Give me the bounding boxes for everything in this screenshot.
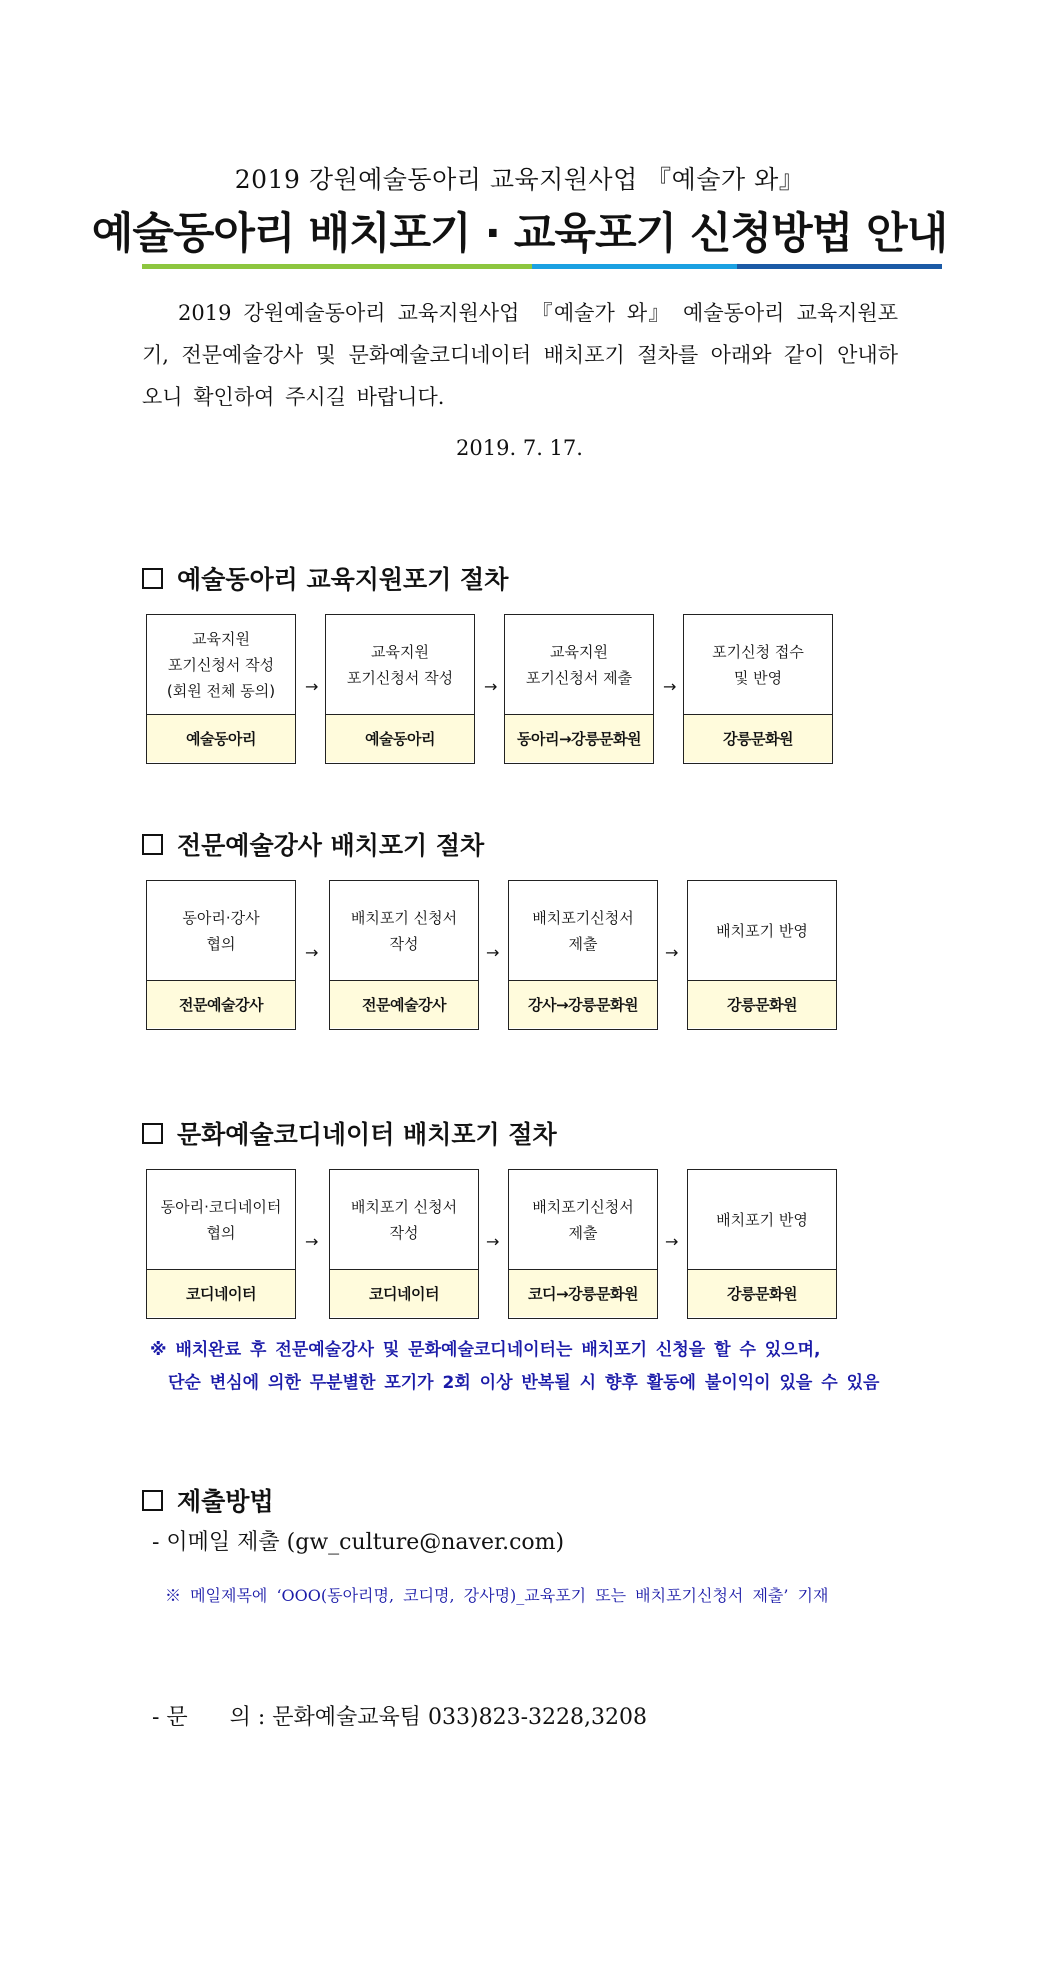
title-underline bbox=[142, 264, 942, 269]
step-description: 교육지원 포기신청서 작성 (회원 전체 동의) bbox=[147, 615, 295, 715]
checkbox-square-icon bbox=[142, 1490, 163, 1511]
flow-step bbox=[508, 1169, 658, 1319]
step-description: 교육지원 포기신청서 제출 bbox=[505, 615, 653, 715]
mail-subject-note: ※ 메일제목에 ‘OOO(동아리명, 코디명, 강사명)_교육포기 또는 배치포기신청서 제출’ 기재 bbox=[165, 1586, 829, 1605]
step-description: 배치포기 반영 bbox=[688, 881, 836, 981]
warning-note-line: ※ 배치완료 후 전문예술강사 및 문화예술코디네이터는 배치포기 신청을 할 수 있으며, bbox=[150, 1340, 821, 1360]
document-subtitle: 2019 강원예술동아리 교육지원사업 『예술가 와』 bbox=[234, 165, 805, 194]
arrow-right-icon: → bbox=[305, 943, 319, 962]
checkbox-square-icon bbox=[142, 568, 163, 589]
intro-paragraph: 2019 강원예술동아리 교육지원사업 『예술가 와』 예술동아리 교육지원포기, 전문예술강사 및 문화예술코디네이터 배치포기 절차를 아래와 같이 안내하오니 확인하여 주시길 바랍니다. bbox=[142, 301, 898, 409]
flow-step bbox=[146, 1169, 296, 1319]
warning-note-line: 단순 변심에 의한 무분별한 포기가 2회 이상 반복될 시 향후 활동에 불이익이 있을 수 있음 bbox=[168, 1373, 880, 1393]
arrow-right-icon: → bbox=[305, 677, 319, 696]
step-description: 포기신청 접수 및 반영 bbox=[684, 615, 832, 715]
document-title: 예술동아리 배치포기 · 교육포기 신청방법 안내 bbox=[91, 209, 948, 259]
step-actor: 예술동아리 bbox=[326, 715, 474, 762]
arrow-right-icon: → bbox=[665, 943, 679, 962]
section-heading-club-education bbox=[142, 560, 508, 596]
section-heading-instructor bbox=[142, 826, 484, 862]
step-actor: 동아리→강릉문화원 bbox=[505, 715, 653, 762]
step-description: 배치포기신청서 제출 bbox=[509, 881, 657, 981]
contact-line: - 문 의 : 문화예술교육팀 033)823-3228,3208 bbox=[152, 1705, 648, 1730]
email-submission-line: - 이메일 제출 (gw_culture@naver.com) bbox=[152, 1530, 565, 1555]
step-actor: 예술동아리 bbox=[147, 715, 295, 762]
warning-note bbox=[150, 1334, 900, 1400]
section-heading-text: 예술동아리 교육지원포기 절차 bbox=[177, 565, 509, 594]
flow-step bbox=[329, 880, 479, 1030]
checkbox-square-icon bbox=[142, 834, 163, 855]
section-heading-text: 문화예술코디네이터 배치포기 절차 bbox=[177, 1120, 557, 1149]
step-actor: 전문예술강사 bbox=[147, 981, 295, 1028]
arrow-right-icon: → bbox=[486, 943, 500, 962]
section-heading-coordinator bbox=[142, 1115, 557, 1151]
arrow-right-icon: → bbox=[484, 677, 498, 696]
step-description: 배치포기 신청서 작성 bbox=[330, 1170, 478, 1270]
step-description: 배치포기 신청서 작성 bbox=[330, 881, 478, 981]
arrow-right-icon: → bbox=[665, 1232, 679, 1251]
flow-step bbox=[146, 614, 296, 764]
step-actor: 전문예술강사 bbox=[330, 981, 478, 1028]
underline-green-segment bbox=[142, 264, 532, 269]
flow-step bbox=[325, 614, 475, 764]
section-heading-submission bbox=[142, 1482, 274, 1518]
flow-step bbox=[687, 1169, 837, 1319]
flow-step bbox=[329, 1169, 479, 1319]
checkbox-square-icon bbox=[142, 1123, 163, 1144]
step-description: 교육지원 포기신청서 작성 bbox=[326, 615, 474, 715]
arrow-right-icon: → bbox=[663, 677, 677, 696]
underline-blue-segment bbox=[532, 264, 737, 269]
flow-step bbox=[146, 880, 296, 1030]
step-actor: 코디네이터 bbox=[330, 1270, 478, 1317]
flow-step bbox=[504, 614, 654, 764]
step-description: 동아리·코디네이터 협의 bbox=[147, 1170, 295, 1270]
section-heading-text: 전문예술강사 배치포기 절차 bbox=[177, 831, 485, 860]
arrow-right-icon: → bbox=[486, 1232, 500, 1251]
step-actor: 강릉문화원 bbox=[684, 715, 832, 762]
step-actor: 코디→강릉문화원 bbox=[509, 1270, 657, 1317]
step-actor: 강릉문화원 bbox=[688, 1270, 836, 1317]
step-actor: 코디네이터 bbox=[147, 1270, 295, 1317]
section-heading-text: 제출방법 bbox=[177, 1487, 274, 1516]
arrow-right-icon: → bbox=[305, 1232, 319, 1251]
flow-step bbox=[683, 614, 833, 764]
step-actor: 강릉문화원 bbox=[688, 981, 836, 1028]
step-description: 배치포기신청서 제출 bbox=[509, 1170, 657, 1270]
flow-step bbox=[687, 880, 837, 1030]
flow-step bbox=[508, 880, 658, 1030]
step-description: 동아리·강사 협의 bbox=[147, 881, 295, 981]
step-actor: 강사→강릉문화원 bbox=[509, 981, 657, 1028]
document-date: 2019. 7. 17. bbox=[456, 436, 583, 460]
step-description: 배치포기 반영 bbox=[688, 1170, 836, 1270]
underline-navy-segment bbox=[737, 264, 942, 269]
